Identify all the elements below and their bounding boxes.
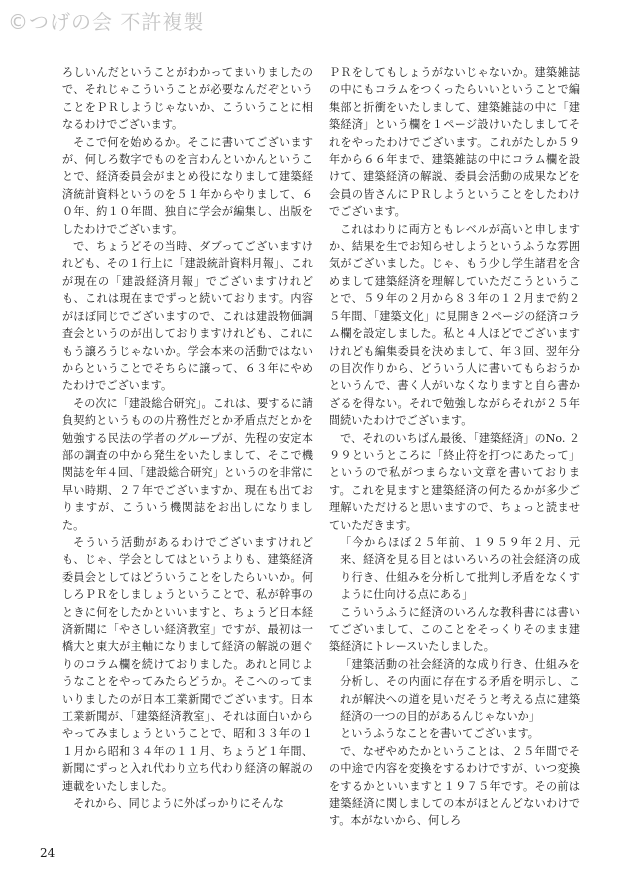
paragraph: その次に「建設総合研究」。これは、要するに請負契約というものの片務性だとか矛盾点だとかを勉強する民法の学者のグループが、先程の安定本部の調査の中から発生をいたしまして、そこで機関誌を年４回、「建設総合研究」というのを非常に早い時期、２７年でございますか、現在も出ておりますが、こういう機関誌をお出しになりました。 xyxy=(62,396,313,532)
paragraph: そこで何を始めるか。そこに書いてございますが、何しろ数字でものを言わんといかんということで、経済委員会がまとめ役になりまして建築経済統計資料というのを５１年からやりまして、６０年、約１０年間、独自に学会が編集し、出版をしたわけでございます。 xyxy=(62,135,313,236)
paragraph: で、なぜやめたかということは、２５年間でその中途で内容を変換をするわけですが、いつ変換をするかといいますと１９７５年です。その前は建築経済に関しましての本がほとんどないわけです。本がないから、何しろ xyxy=(329,744,580,828)
paragraph: ろしいんだということがわかってまいりましたので、それじゃこういうことが必要なんだぞということをＰＲしようじゃないか、こういうことに相なるわけでございます。 xyxy=(62,66,313,132)
page-number: 24 xyxy=(40,846,56,860)
paragraph: というふうなことを書いてございます。 xyxy=(340,727,539,741)
paragraph: こういうふうに経済のいろんな教科書には書いてございまして、このことをそっくりそのまま建築経済にトレースいたしました。 xyxy=(329,605,580,654)
paragraph: で、ちょうどその当時、ダブってございますけれども、その１行上に「建設統計資料月報」、これが現在の「建設経済月報」でございますけれども、これは現在までずっと続いております。内容がほぼ同じでございますので、これは建設物価調査会というのが出しておりますけれども、これにもう譲ろうじゃないか。学会本来の活動ではないからということでそちらに譲って、６３年にやめたわけでございます。 xyxy=(62,240,313,393)
paragraph: そういう活動があるわけでございますけれども、じゃ、学会としてはというよりも、建築経済委員会としてはどういうことをしたらいいか。何しろＰＲをしましょうということで、私が幹事のときに何をしたかといいますと、ちょうど日本経済新聞に「やさしい経済教室」ですが、最初は一橋大と東大が主軸になりまして経済の解説の廻ぐりのコラム欄を続けておりました。あれと同じようなことをやってみたらどうか。そこへのってまいりましたのが日本工業新聞でございます。日本工業新聞が、「建築経済教室」、それは面白いからやってみましょうということで、昭和３３年の１１月から昭和３４年の１１月、ちょうど１年間、新聞にずっと入れ代わり立ち代わり経済の解説の連載をいたしました。 xyxy=(62,535,313,793)
quotation: 「今からほぼ２５年前、１９５９年２月、元来、経済を見る目とはいろいろの社会経済の成り行き、仕組みを分析して批判し矛盾をなくすように仕向ける点にある」 xyxy=(340,535,580,602)
paragraph: ＰＲをしてもしょうがないじゃないか。建築雑誌の中にもコラムをつくったらいいということで編集部と折衝をいたしまして、建築雑誌の中に「建築経済」という欄を１ページ設けいたしましてそれをやったわけでございます。これがたしか５９年から６６年まで、建築雑誌の中にコラム欄を設けて、建築経済の解説、委員会活動の成果などを会員の皆さんにＰＲしようということをしたわけでございます。 xyxy=(329,66,580,219)
quotation: 「建築活動の社会経済的な成り行き、仕組みを分析し、その内面に存在する矛盾を明示し、これが解決への道を見いだそうと考える点に建築経済の一つの目的があるんじゃないか」 xyxy=(340,657,580,724)
paragraph: これはわりに両方ともレベルが高いと申しますか、結果を生でお知らせしようというふうな雰囲気がございました。じゃ、もう少し学生諸君を含めまして建築経済を理解していただこうということで、５９年の２月から８３年の１２月まで約２５年間、「建築文化」に見開き２ページの経済コラム欄を設定しました。私と４人ほどでございますけれども編集委員を決めまして、年３回、翌年分の目次作りから、どういう人に書いてもらおうかというんで、書く人がいなくなりますと自ら書かざるを得ない。それで勉強しながらそれが２５年間続いたわけでございます。 xyxy=(329,222,580,428)
watermark: ©つげの会 不許複製 xyxy=(8,10,205,34)
left-column xyxy=(62,64,313,812)
right-column xyxy=(329,64,580,830)
paragraph: で、それのいちばん最後、「建築経済」のNo. ２９９というところに「終止符を打つにあたって」というので私がつまらない文章を書いております。これを見ますと建築経済の何たるかが多少ご理解いただけると思いますので、ちょっと読ませていただきます。 xyxy=(329,431,580,532)
paragraph: それから、同じように外ばっかりにそんな xyxy=(73,797,284,811)
